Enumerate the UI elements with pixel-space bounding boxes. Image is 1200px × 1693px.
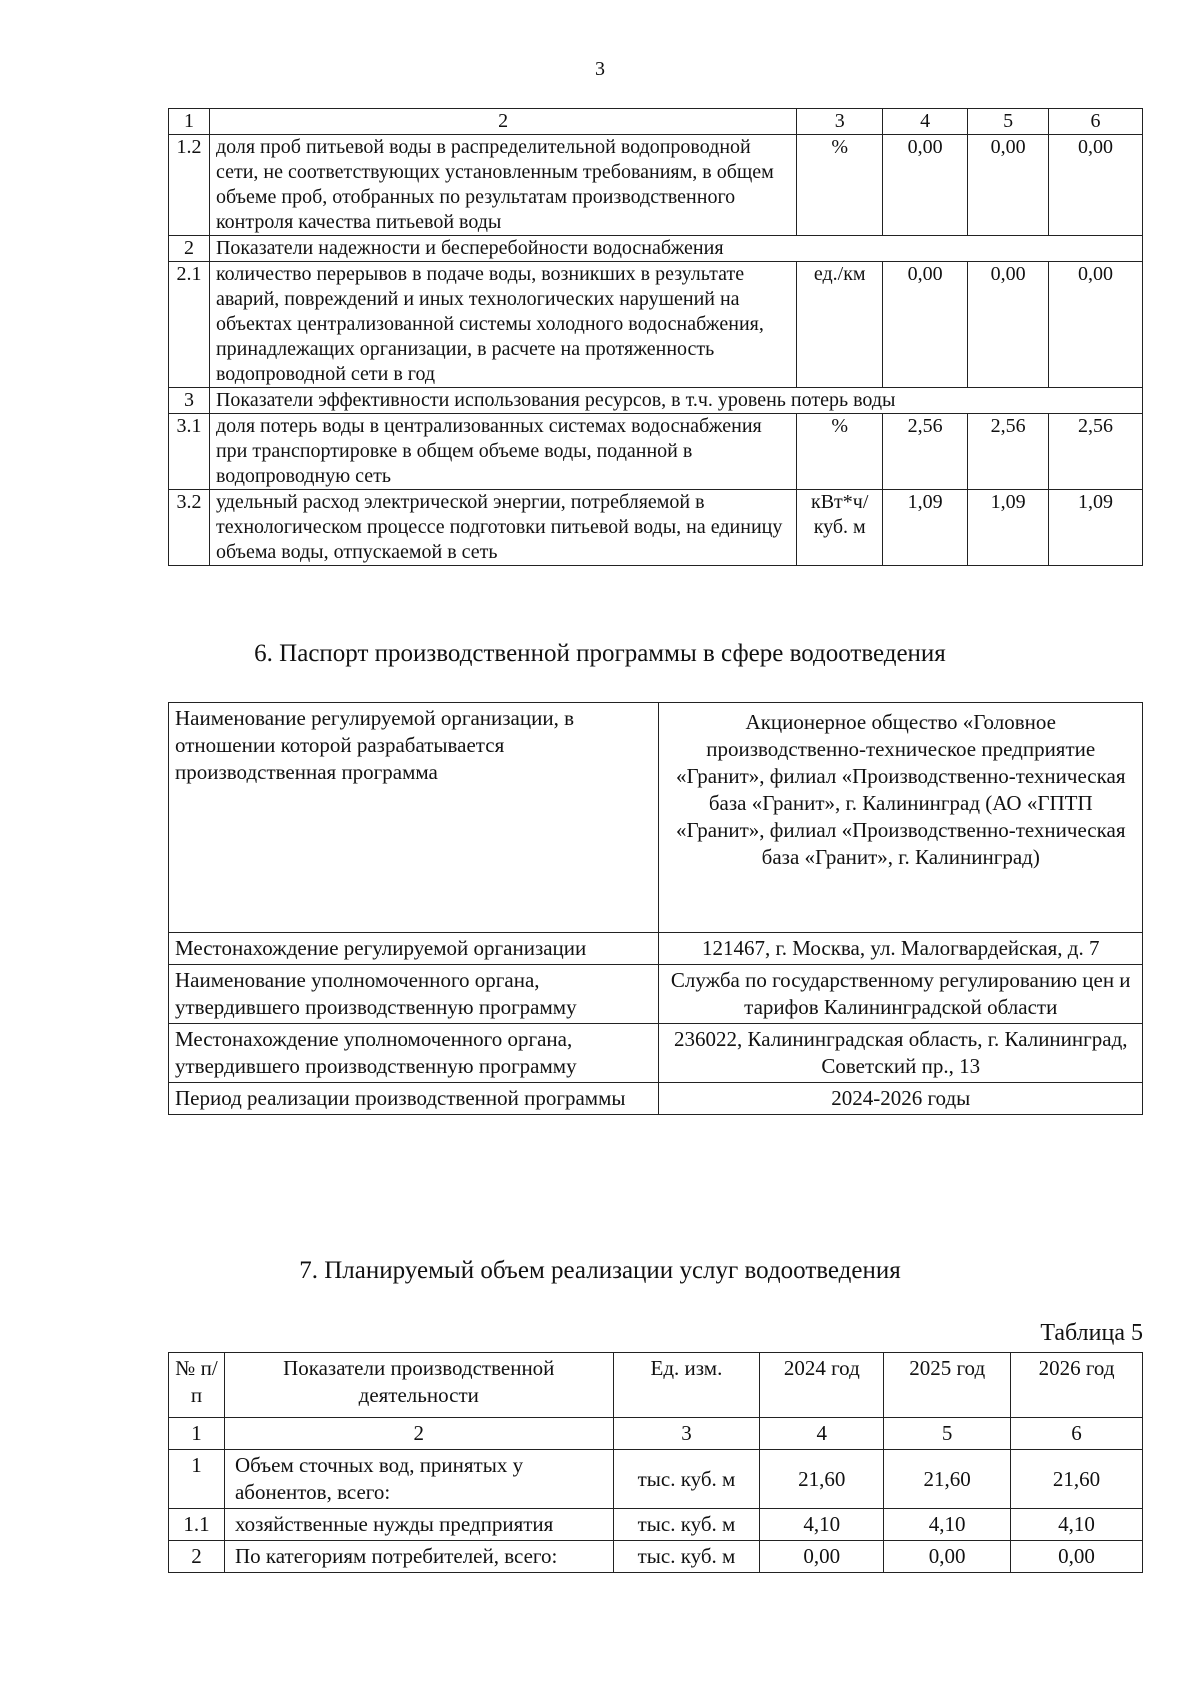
row-number: 1.2 — [169, 135, 210, 236]
passport-value: Акционерное общество «Головное производственно-техническое предприятие «Гранит», филиал «Производственно-техническая база «Гранит», г. Калининград (АО «ГПТП «Гранит», филиал «Производственно-техническая база «Гранит», г. Калининград) — [659, 703, 1143, 933]
table-row — [169, 135, 1143, 236]
header-cell: Ед. изм. — [613, 1353, 760, 1418]
value-cell: 21,60 — [1011, 1450, 1143, 1509]
passport-label: Период реализации производственной программы — [169, 1083, 659, 1115]
passport-row — [169, 703, 1143, 933]
indicator-name: хозяйственные нужды предприятия — [224, 1509, 613, 1541]
value-cell: 2,56 — [883, 414, 968, 490]
header-cell: 2 — [209, 109, 796, 135]
wastewater-volume-table — [168, 1352, 1143, 1573]
row-number: 2.1 — [169, 262, 210, 388]
column-number-row — [169, 1418, 1143, 1450]
passport-value: Служба по государственному регулированию цен и тарифов Калининградской области — [659, 965, 1143, 1024]
column-number: 4 — [760, 1418, 884, 1450]
indicator-name: удельный расход электрической энергии, потребляемой в технологическом процессе подготовки питьевой воды, на единицу объема воды, отпускаемой в сеть — [209, 490, 796, 566]
unit: ед./км — [797, 262, 883, 388]
row-number: 2 — [169, 236, 210, 262]
value-cell: 2,56 — [1049, 414, 1143, 490]
row-number: 2 — [169, 1541, 225, 1573]
table-row — [169, 1509, 1143, 1541]
header-cell: 2024 год — [760, 1353, 884, 1418]
value-cell: 1,09 — [1049, 490, 1143, 566]
column-number: 1 — [169, 1418, 225, 1450]
value-cell: 1,09 — [883, 490, 968, 566]
table-caption: Таблица 5 — [1040, 1320, 1143, 1346]
section-row — [169, 388, 1143, 414]
value-cell: 21,60 — [884, 1450, 1011, 1509]
indicator-name: доля потерь воды в централизованных системах водоснабжения при транспортировке в общем объеме воды, поданной в водопроводную сеть — [209, 414, 796, 490]
passport-label: Местонахождение регулируемой организации — [169, 933, 659, 965]
value-cell: 0,00 — [883, 135, 968, 236]
value-cell: 1,09 — [968, 490, 1049, 566]
passport-table — [168, 702, 1143, 1115]
row-number: 3.2 — [169, 490, 210, 566]
table-row — [169, 414, 1143, 490]
passport-row — [169, 965, 1143, 1024]
value-cell: 0,00 — [760, 1541, 884, 1573]
value-cell: 0,00 — [1049, 135, 1143, 236]
table-header-row — [169, 1353, 1143, 1418]
header-cell: 6 — [1049, 109, 1143, 135]
unit: % — [797, 135, 883, 236]
water-supply-indicators-table — [168, 108, 1143, 566]
column-number: 5 — [884, 1418, 1011, 1450]
passport-row — [169, 1083, 1143, 1115]
section-title: Показатели надежности и бесперебойности водоснабжения — [209, 236, 1142, 262]
header-cell: 2026 год — [1011, 1353, 1143, 1418]
unit: кВт*ч/ куб. м — [797, 490, 883, 566]
row-number: 1 — [169, 1450, 225, 1509]
column-number: 3 — [613, 1418, 760, 1450]
table-row — [169, 490, 1143, 566]
indicator-name: количество перерывов в подаче воды, возникших в результате аварий, повреждений и иных технологических нарушений на объектах централизованной системы холодного водоснабжения, принадлежащих организации, в расчете на протяженность водопроводной сети в год — [209, 262, 796, 388]
row-number: 1.1 — [169, 1509, 225, 1541]
header-cell: 5 — [968, 109, 1049, 135]
passport-row — [169, 933, 1143, 965]
header-cell: 1 — [169, 109, 210, 135]
passport-label: Наименование уполномоченного органа, утвердившего производственную программу — [169, 965, 659, 1024]
table-row — [169, 1541, 1143, 1573]
unit: тыс. куб. м — [613, 1541, 760, 1573]
value-cell: 4,10 — [1011, 1509, 1143, 1541]
passport-value: 236022, Калининградская область, г. Калининград, Советский пр., 13 — [659, 1024, 1143, 1083]
table-header-row — [169, 109, 1143, 135]
value-cell: 2,56 — [968, 414, 1049, 490]
indicator-name: доля проб питьевой воды в распределительной водопроводной сети, не соответствующих установленным требованиям, в общем объеме проб, отобранных по результатам производственного контроля качества питьевой воды — [209, 135, 796, 236]
value-cell: 21,60 — [760, 1450, 884, 1509]
passport-label: Местонахождение уполномоченного органа, утвердившего производственную программу — [169, 1024, 659, 1083]
section-title: Показатели эффективности использования ресурсов, в т.ч. уровень потерь воды — [209, 388, 1142, 414]
value-cell: 4,10 — [760, 1509, 884, 1541]
unit: тыс. куб. м — [613, 1450, 760, 1509]
value-cell: 0,00 — [1049, 262, 1143, 388]
unit: % — [797, 414, 883, 490]
table-row — [169, 262, 1143, 388]
header-cell: Показатели производственной деятельности — [224, 1353, 613, 1418]
passport-value: 121467, г. Москва, ул. Малогвардейская, д. 7 — [659, 933, 1143, 965]
section-row — [169, 236, 1143, 262]
row-number: 3 — [169, 388, 210, 414]
header-cell: 2025 год — [884, 1353, 1011, 1418]
unit: тыс. куб. м — [613, 1509, 760, 1541]
passport-value: 2024-2026 годы — [659, 1083, 1143, 1115]
passport-label: Наименование регулируемой организации, в отношении которой разрабатывается производственная программа — [169, 703, 659, 933]
row-number: 3.1 — [169, 414, 210, 490]
indicator-name: Объем сточных вод, принятых у абонентов, всего: — [224, 1450, 613, 1509]
value-cell: 0,00 — [1011, 1541, 1143, 1573]
table-row — [169, 1450, 1143, 1509]
indicator-name: По категориям потребителей, всего: — [224, 1541, 613, 1573]
value-cell: 4,10 — [884, 1509, 1011, 1541]
column-number: 6 — [1011, 1418, 1143, 1450]
value-cell: 0,00 — [883, 262, 968, 388]
header-cell: № п/п — [169, 1353, 225, 1418]
value-cell: 0,00 — [968, 135, 1049, 236]
section-6-heading: 6. Паспорт производственной программы в сфере водоотведения — [254, 640, 946, 667]
value-cell: 0,00 — [884, 1541, 1011, 1573]
column-number: 2 — [224, 1418, 613, 1450]
header-cell: 3 — [797, 109, 883, 135]
page-number: 3 — [595, 58, 605, 80]
value-cell: 0,00 — [968, 262, 1049, 388]
section-7-heading: 7. Планируемый объем реализации услуг водоотведения — [299, 1257, 901, 1284]
header-cell: 4 — [883, 109, 968, 135]
passport-row — [169, 1024, 1143, 1083]
